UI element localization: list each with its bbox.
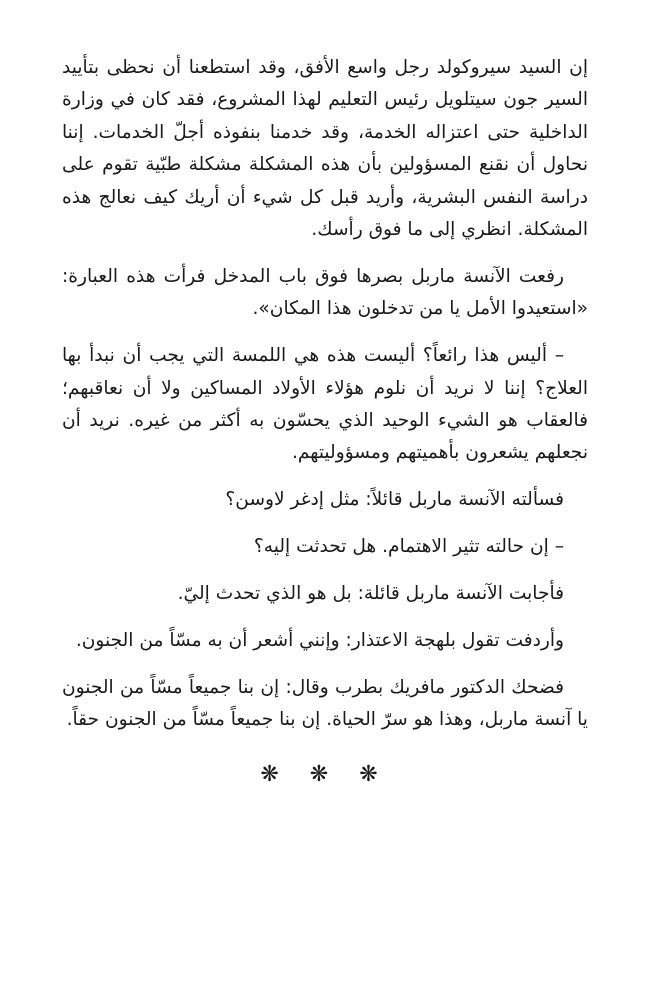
paragraph-7: وأردفت تقول بلهجة الاعتذار: وإنني أشعر أن به مسّاً من الجنون. xyxy=(75,630,564,652)
paragraph-5: – إن حالته تثير الاهتمام. هل تحدثت إليه؟ xyxy=(253,536,564,558)
book-page xyxy=(62,52,588,791)
paragraph-6: فأجابت الآنسة ماربل قائلة: بل هو الذي تحدث إليّ. xyxy=(177,583,564,605)
paragraph-4: فسألته الآنسة ماربل قائلاً: مثل إدغر لاوسن؟ xyxy=(225,489,564,511)
paragraph-3: – أليس هذا رائعاً؟ أليست هذه هي اللمسة التي يجب أن نبدأ بها العلاج؟ إننا لا نريد أن نلوم هؤلاء الأولاد المساكين ولا أن نعاقبهم؛ فالعقاب هو الشيء الوحيد الذي يحسّون به أكثر من غيره. نريد أن نجعلهم يشعرون بأهميتهم ومسؤوليتهم. xyxy=(62,345,588,464)
section-separator: ❋ ❋ ❋ xyxy=(260,761,390,787)
paragraph-8: فضحك الدكتور مافريك بطرب وقال: إن بنا جميعاً مسّاً من الجنون يا آنسة ماربل، وهذا هو سرّ الحياة. إن بنا جميعاً مسّاً من الجنون حقاً. xyxy=(62,677,588,731)
paragraph-1: إن السيد سيروكولد رجل واسع الأفق، وقد استطعنا أن نحظى بتأييد السير جون سيتلويل رئيس التعليم لهذا المشروع، فقد كان في وزارة الداخلية حتى اعتزاله الخدمة، وقد خدمنا بنفوذه أجلّ الخدمات. إننا نحاول أن نقنع المسؤولين بأن هذه المشكلة مشكلة طبّية تقوم على دراسة النفس البشرية، وأريد قبل كل شيء أن أريك كيف نعالج هذه المشكلة. انظري إلى ما فوق رأسك. xyxy=(62,57,588,241)
paragraph-2: رفعت الآنسة ماربل بصرها فوق باب المدخل فرأت هذه العبارة: «استعيدوا الأمل يا من تدخلون هذا المكان». xyxy=(62,265,588,320)
